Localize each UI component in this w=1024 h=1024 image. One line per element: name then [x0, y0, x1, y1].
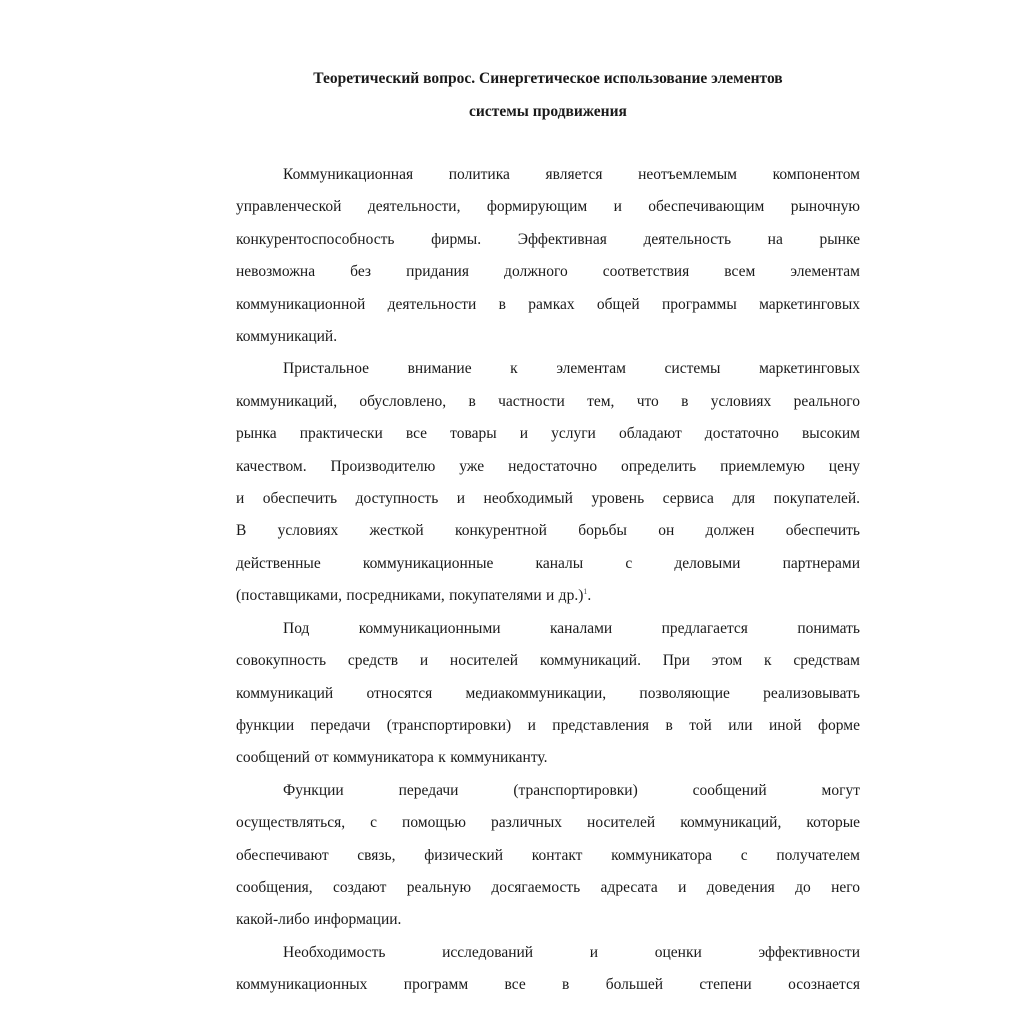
- paragraph-line: совокупность средств и носителей коммуникаций. При этом к средствам: [236, 652, 860, 670]
- paragraph-line: коммуникаций.: [236, 328, 338, 346]
- paragraph-line: действенные коммуникационные каналы с деловыми партнерами: [236, 554, 860, 572]
- paragraph-line: Функции передачи (транспортировки) сообщений могут: [283, 781, 860, 799]
- paragraph-line: функции передачи (транспортировки) и представления в той или иной форме: [236, 716, 860, 734]
- end-punctuation: .: [587, 587, 592, 605]
- paragraph-line: Коммуникационная политика является неотъемлемым компонентом: [283, 166, 860, 183]
- footnote-marker[interactable]: 1: [583, 587, 588, 597]
- paragraph-line: обеспечивают связь, физический контакт коммуникатора с получателем: [236, 846, 860, 864]
- paragraph-line: конкурентоспособность фирмы. Эффективная деятельность на рынке: [236, 230, 860, 248]
- paragraph-line: осуществляться, с помощью различных носителей коммуникаций, которые: [236, 814, 860, 832]
- paragraph-4: [236, 775, 860, 937]
- paragraph-line: сообщений от коммуникатора к коммуниканту.: [236, 749, 548, 767]
- paragraph-1: [236, 159, 860, 353]
- paragraph-line: коммуникационных программ все в большей степени осознается: [236, 976, 860, 994]
- paragraph-line: Пристальное внимание к элементам системы маркетинговых: [283, 360, 860, 378]
- paragraph-line: рынка практически все товары и услуги обладают достаточно высоким: [236, 425, 860, 443]
- title-line-2: системы продвижения: [469, 103, 627, 120]
- paragraph-line: управленческой деятельности, формирующим и обеспечивающим рыночную: [236, 198, 860, 216]
- title-line-1: Теоретический вопрос. Синергетическое использование элементов: [313, 70, 783, 87]
- document-body: [236, 62, 860, 1002]
- paragraph-line: и обеспечить доступность и необходимый уровень сервиса для покупателей.: [236, 490, 860, 508]
- paragraph-line-with-footnote: [236, 580, 860, 612]
- paragraph-5: [236, 937, 860, 1002]
- paragraph-line: коммуникационной деятельности в рамках общей программы маркетинговых: [236, 295, 860, 313]
- paragraph-line: коммуникаций, обусловлено, в частности тем, что в условиях реального: [236, 392, 860, 410]
- document-title: [236, 62, 860, 128]
- paragraph-line: Необходимость исследований и оценки эффективности: [283, 943, 860, 961]
- paragraph-line: В условиях жесткой конкурентной борьбы он должен обеспечить: [236, 522, 860, 540]
- paragraph-line: какой-либо информации.: [236, 911, 402, 929]
- paragraph-line-text: (поставщиками, посредниками, покупателями и др.): [236, 587, 584, 605]
- paragraph-line: сообщения, создают реальную досягаемость адресата и доведения до него: [236, 878, 860, 896]
- paragraph-3: [236, 613, 860, 775]
- paragraph-line: Под коммуникационными каналами предлагается понимать: [283, 619, 860, 637]
- paragraph-line: невозможна без придания должного соответствия всем элементам: [236, 263, 860, 281]
- paragraph-2: [236, 353, 860, 612]
- paragraph-line: качеством. Производителю уже недостаточно определить приемлемую цену: [236, 457, 860, 475]
- paragraph-line: коммуникаций относятся медиакоммуникации, позволяющие реализовывать: [236, 684, 860, 702]
